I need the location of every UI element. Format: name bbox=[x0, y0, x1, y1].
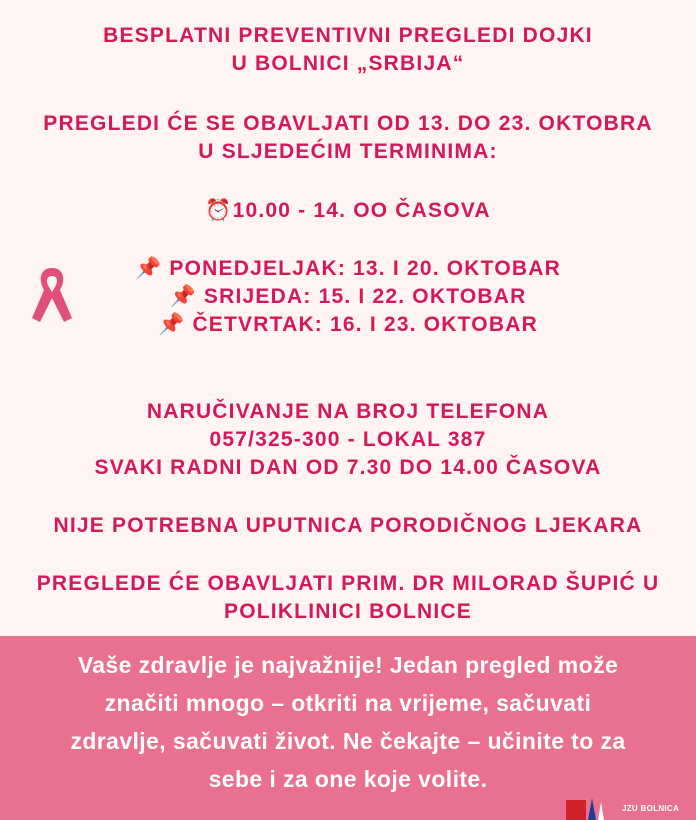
day-text: ČETVRTAK: 16. I 23. OKTOBAR bbox=[192, 313, 538, 336]
title-line-2: U BOLNICI „SRBIJA“ bbox=[231, 52, 465, 75]
dates-line-1: PREGLEDI ĆE SE OBAVLJATI OD 13. DO 23. OKTOBRA bbox=[43, 112, 653, 135]
pushpin-icon: 📌 bbox=[169, 284, 197, 308]
booking-line-1: NARUČIVANJE NA BROJ TELEFONA bbox=[146, 400, 550, 423]
booking-hours: SVAKI RADNI DAN OD 7.30 DO 14.00 ČASOVA bbox=[94, 456, 602, 479]
pushpin-icon: 📌 bbox=[158, 312, 186, 336]
time-text: 10.00 - 14. OO ČASOVA bbox=[232, 199, 491, 222]
doctor-line-1: PREGLEDE ĆE OBAVLJATI PRIM. DR MILORAD ŠUPIĆ U bbox=[36, 572, 660, 595]
dates-line-2: U SLJEDEĆIM TERMINIMA: bbox=[198, 140, 498, 163]
footer-message-line-1: Vaše zdravlje je najvažnije! Jedan pregled može bbox=[77, 652, 619, 678]
footer-message-line-4: sebe i za one koje volite. bbox=[208, 766, 488, 792]
day-text: SRIJEDA: 15. I 22. OKTOBAR bbox=[203, 285, 527, 308]
booking-phone: 057/325-300 - LOKAL 387 bbox=[209, 428, 487, 451]
day-row-1 bbox=[0, 254, 696, 283]
hospital-logo bbox=[566, 796, 694, 820]
hospital-logo-text: JZU BOLNICA bbox=[622, 804, 680, 813]
doctor-line-2: POLIKLINICI BOLNICE bbox=[224, 600, 472, 623]
footer-banner bbox=[0, 636, 696, 820]
title-line-1: BESPLATNI PREVENTIVNI PREGLEDI DOJKI bbox=[103, 24, 593, 47]
hospital-logo-icon bbox=[566, 796, 610, 820]
day-text: PONEDJELJAK: 13. I 20. OKTOBAR bbox=[169, 257, 561, 280]
footer-message-line-2: značiti mnogo – otkriti na vrijeme, sačuvati bbox=[104, 690, 592, 716]
footer-message-line-3: zdravlje, sačuvati život. Ne čekajte – učinite to za bbox=[70, 728, 626, 754]
day-row-3 bbox=[0, 310, 696, 339]
pushpin-icon: 📌 bbox=[135, 256, 163, 280]
alarm-clock-icon: ⏰ bbox=[205, 198, 233, 222]
time-slot bbox=[0, 196, 696, 225]
day-row-2 bbox=[0, 282, 696, 311]
referral-note: NIJE POTREBNA UPUTNICA PORODIČNOG LJEKARA bbox=[53, 514, 643, 537]
